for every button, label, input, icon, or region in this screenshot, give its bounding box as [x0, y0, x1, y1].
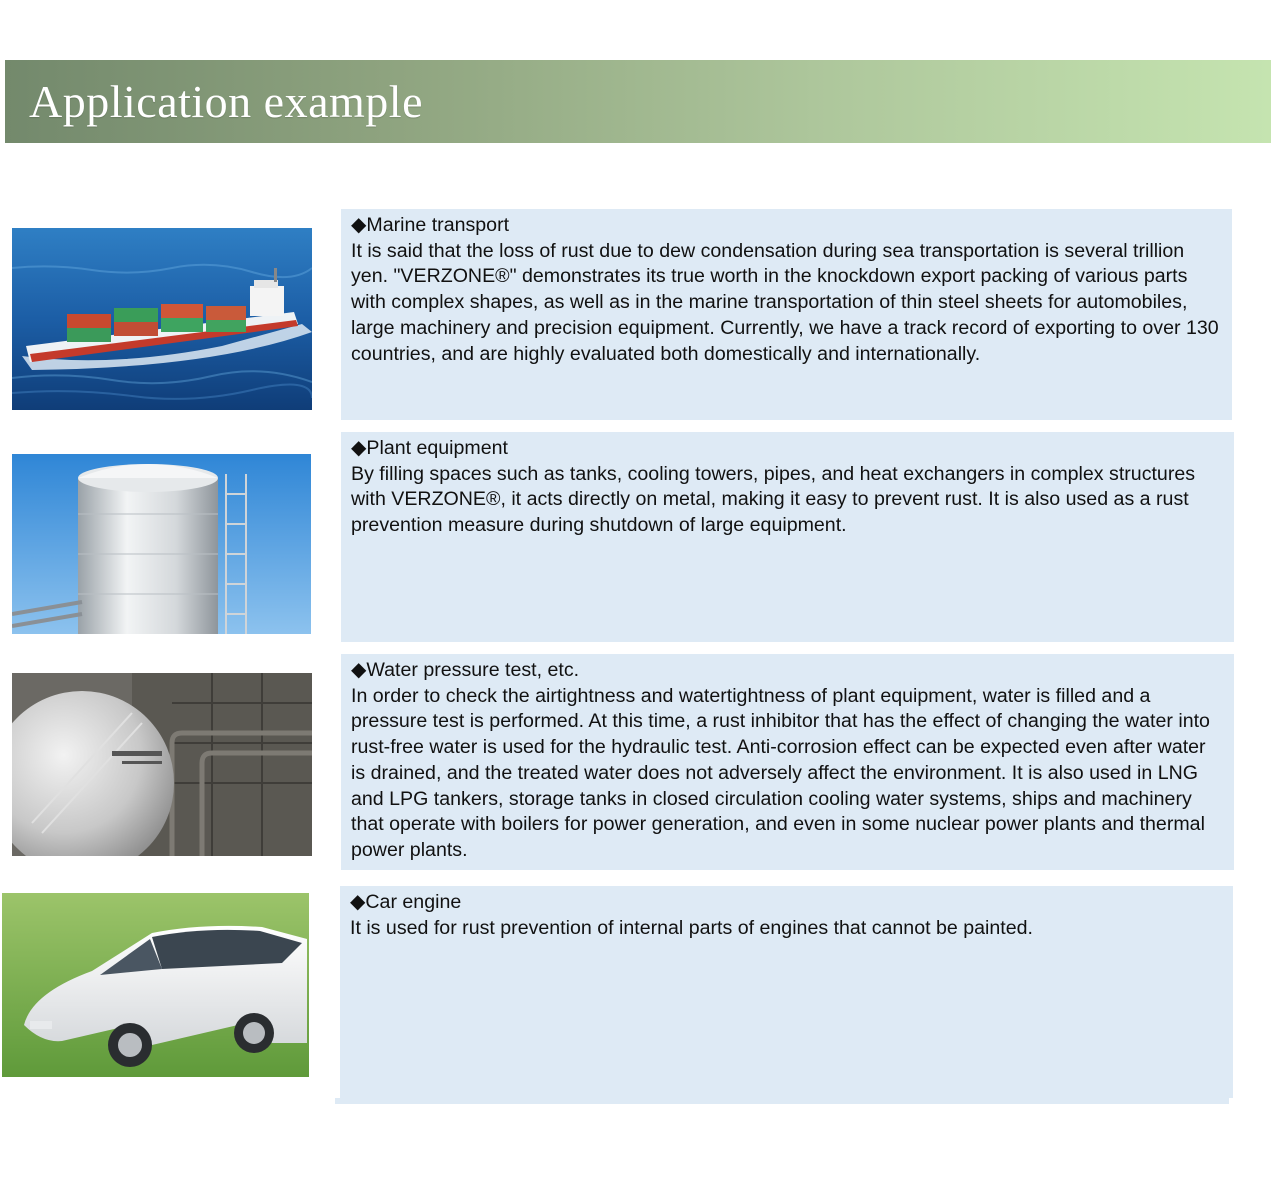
car-engine-panel [340, 886, 1233, 1098]
diamond-bullet-icon: ◆ [351, 659, 367, 681]
car-engine-body: It is used for rust prevention of internal parts of engines that cannot be painted. [350, 916, 1033, 939]
marine-transport-body: It is said that the loss of rust due to dew condensation during sea transportation is several trillion yen. "VERZONE®" demonstrates its true worth in the knockdown export packing of various parts with complex shapes, as well as in the marine transportation of thin steel sheets for automobiles, large machinery and precision equipment. Currently, we have a track record of exporting to over 130 countries, and are highly evaluated both domestically and internationally. [351, 239, 1219, 365]
water-pressure-test-panel [341, 654, 1234, 870]
plant-equipment-heading [351, 436, 1224, 462]
water-pressure-test-body: In order to check the airtightness and watertightness of plant equipment, water is filled and a pressure test is performed. At this time, a rust inhibitor that has the effect of changing the water into rust-free water is used for the hydraulic test. Anti-corrosion effect can be expected even after water is drained, and the treated water does not adversely affect the environment. It is also used in LNG and LPG tankers, storage tanks in closed circulation cooling water systems, ships and machinery that operate with boilers for power generation, and even in some nuclear power plants and thermal power plants. [351, 684, 1210, 861]
page-title: Application example [29, 76, 423, 127]
marine-transport-panel [341, 209, 1232, 420]
car-photo [2, 893, 309, 1077]
heading-text: Plant equipment [366, 437, 508, 459]
storage-tank-photo [12, 454, 311, 634]
diamond-bullet-icon: ◆ [350, 891, 366, 913]
heading-text: Marine transport [366, 214, 510, 236]
heading-text: Water pressure test, etc. [366, 659, 580, 681]
car-engine-heading [350, 890, 1223, 916]
marine-transport-heading [351, 213, 1222, 239]
diamond-bullet-icon: ◆ [351, 214, 367, 236]
panel-bottom-strip [335, 1098, 1229, 1104]
cargo-ship-photo [12, 228, 312, 410]
spherical-tank-photo [12, 673, 312, 856]
section-banner [5, 60, 1271, 143]
water-pressure-test-heading [351, 658, 1224, 684]
plant-equipment-panel [341, 432, 1234, 642]
heading-text: Car engine [365, 891, 462, 913]
plant-equipment-body: By filling spaces such as tanks, cooling towers, pipes, and heat exchangers in complex structures with VERZONE®, it acts directly on metal, making it easy to prevent rust. It is also used as a rust prevention measure during shutdown of large equipment. [351, 462, 1196, 537]
diamond-bullet-icon: ◆ [351, 437, 367, 459]
